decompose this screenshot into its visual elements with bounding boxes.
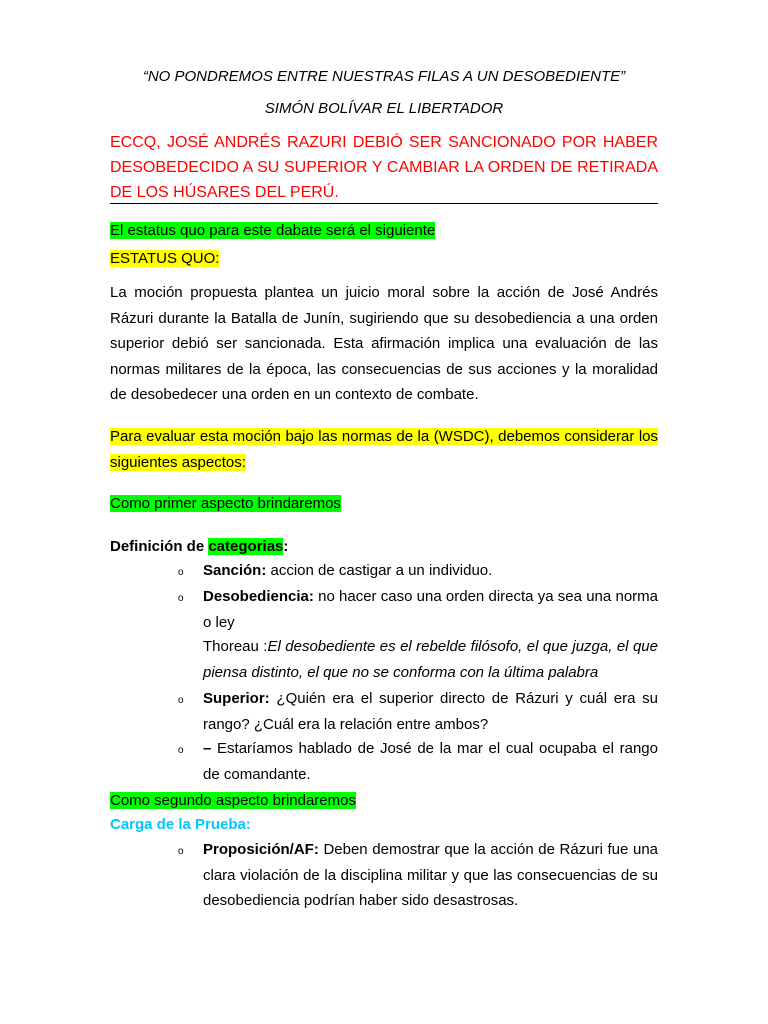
list-item-comandante: – Estaríamos hablado de José de la mar el cual ocupaba el rango de comandante. <box>203 740 658 783</box>
bullet-icon: o <box>178 695 184 706</box>
status-heading: ESTATUS QUO: <box>110 250 220 267</box>
list-item-desobediencia: Desobediencia: no hacer caso una orden directa ya sea una norma o ley <box>203 588 658 631</box>
quote-open-mark: “ <box>142 68 148 85</box>
motion-title: ECCQ, JOSÉ ANDRÉS RAZURI DEBIÓ SER SANCIONADO POR HABER DESOBEDECIDO A SU SUPERIOR Y CAMBIAR LA ORDEN DE RETIRADA DE LOS HÚSARES DEL PERÚ. <box>110 134 658 201</box>
title-underline <box>110 203 658 204</box>
evaluate-paragraph: Para evaluar esta moción bajo las normas de la (WSDC), debemos considerar los siguientes aspectos: <box>110 428 658 471</box>
second-aspect: Como segundo aspecto brindaremos <box>110 792 356 809</box>
bullet-icon: o <box>178 846 184 857</box>
first-aspect: Como primer aspecto brindaremos <box>110 495 341 512</box>
list-item-sancion: Sanción: accion de castigar a un individuo. <box>203 562 493 579</box>
quote-author: SIMÓN BOLÍVAR EL LIBERTADOR <box>264 100 504 117</box>
list-item-superior: Superior: ¿Quién era el superior directo de Rázuri y cuál era su rango? ¿Cuál era la relación entre ambos? <box>203 690 658 733</box>
opening-quote <box>110 64 658 90</box>
thoreau-quote: Thoreau :El desobediente es el rebelde filósofo, el que juzga, el que piensa distinto, el que no se conforma con la última palabra <box>203 638 658 681</box>
bullet-icon: o <box>178 593 184 604</box>
burden-heading: Carga de la Prueba: <box>110 816 251 833</box>
status-intro: El estatus quo para este dabate será el siguiente <box>110 222 436 239</box>
list-item-proposicion: Proposición/AF: Deben demostrar que la acción de Rázuri fue una clara violación de la disciplina militar y que las consecuencias de su desobediencia podrían haber sido desastrosas. <box>203 841 658 909</box>
categorias-highlight: categorias <box>208 538 284 555</box>
quote-text: NO PONDREMOS ENTRE NUESTRAS FILAS A UN DESOBEDIENTE” <box>147 68 626 85</box>
bullet-icon: o <box>178 745 184 756</box>
bullet-icon: o <box>178 567 184 578</box>
definitions-heading: Definición de categorias: <box>110 538 289 555</box>
status-paragraph: La moción propuesta plantea un juicio moral sobre la acción de José Andrés Rázuri durante la Batalla de Junín, sugiriendo que su desobediencia a una orden superior debió ser sancionada. Esta afirmación implica una evaluación de las normas militares de la época, las consecuencias de sus acciones y la moralidad de desobedecer una orden en un contexto de combate. <box>110 284 658 403</box>
